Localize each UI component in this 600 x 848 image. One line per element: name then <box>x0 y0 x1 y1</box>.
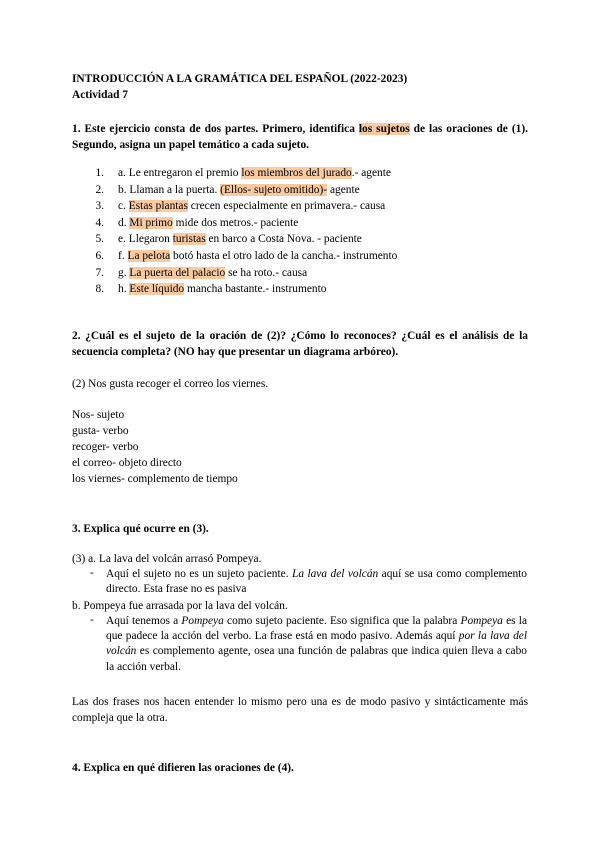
list-text: e. Llegaron turistas en barco a Costa Nova. - paciente <box>118 233 362 246</box>
highlight: La pelota <box>127 249 171 262</box>
list-number: 8. <box>95 283 104 296</box>
list-item <box>88 165 508 182</box>
highlight: (Ellos- sujeto omitido)- <box>220 183 328 196</box>
list-text: g. La puerta del palacio se ha roto.- causa <box>118 266 308 279</box>
analysis-line: el correo- objeto directo <box>72 457 182 469</box>
analysis-line: Nos- sujeto <box>72 409 125 421</box>
explanation-3a: Aquí el sujeto no es un sujeto paciente. La lava del volcán aquí se usa como complemento directo. Esta frase no es pasiva <box>106 568 527 596</box>
highlight: los sujetos <box>358 123 410 135</box>
list-number: 3. <box>95 200 104 213</box>
list-text: f. La pelota botó hasta el otro lado de la cancha.- instrumento <box>118 249 398 262</box>
question-2-heading: 2. ¿Cuál es el sujeto de la oración de (2)? ¿Cómo lo reconoces? ¿Cuál es el análisis de la secuencia completa? (NO hay que presentar un diagrama arbóreo). <box>72 330 528 358</box>
document-title <box>72 71 528 103</box>
course-title: INTRODUCCIÓN A LA GRAMÁTICA DEL ESPAÑOL (2022-2023) <box>72 73 408 85</box>
list-text: h. Este líquido mancha bastante.- instrumento <box>118 283 327 296</box>
analysis-line: gusta- verbo <box>72 425 129 437</box>
list-item <box>88 248 508 265</box>
list-text: a. Le entregaron el premio los miembros del jurado.- agente <box>118 167 391 179</box>
highlight: La puerta del palacio <box>129 266 226 279</box>
question-3-heading: 3. Explica qué ocurre en (3). <box>72 523 209 535</box>
highlight: Este líquido <box>129 283 185 296</box>
list-number: 5. <box>95 233 104 246</box>
highlight: turistas <box>172 233 206 246</box>
list-number: 1. <box>95 167 104 179</box>
list-text: d. Mi primo mide dos metros.- paciente <box>118 216 299 229</box>
bullet-dash: - <box>90 567 94 579</box>
list-item <box>88 198 508 215</box>
list-text: b. Llaman a la puerta. (Ellos- sujeto omitido)- agente <box>118 183 360 196</box>
conclusion-paragraph: Las dos frases nos hacen entender lo mismo pero una es de modo pasivo y sintácticamente más compleja que la otra. <box>72 696 528 724</box>
analysis-list <box>72 407 528 487</box>
list-item <box>88 281 508 298</box>
list-number: 6. <box>95 249 104 262</box>
highlight: los miembros del jurado <box>241 167 352 179</box>
question-4-heading: 4. Explica en qué difieren las oraciones de (4). <box>72 762 294 774</box>
list-item <box>88 182 508 199</box>
explanation-3b: Aquí tenemos a Pompeya como sujeto paciente. Eso significa que la palabra Pompeya es la que padece la acción del verbo. La frase está en modo pasivo. Además aquí por la lava del volcán es complemento agente, osea una función de palabras que indica quien lleva a cabo la acción verbal. <box>106 615 527 673</box>
list-text: c. Estas plantas crecen especialmente en primavera.- causa <box>118 200 386 213</box>
sentence-list <box>88 165 508 298</box>
list-number: 2. <box>95 183 104 196</box>
list-item <box>88 215 508 232</box>
question-2-sentence: (2) Nos gusta recoger el correo los viernes. <box>72 378 269 390</box>
list-item <box>88 231 508 248</box>
highlight: Mi primo <box>129 216 173 229</box>
analysis-line: los viernes- complemento de tiempo <box>72 473 238 485</box>
bullet-dash: - <box>90 614 94 626</box>
activity-title: Actividad 7 <box>72 89 129 101</box>
sentence-3b: b. Pompeya fue arrasada por la lava del volcán. <box>72 600 288 612</box>
sentence-3a: (3) a. La lava del volcán arrasó Pompeya. <box>72 553 262 565</box>
highlight: Estas plantas <box>128 200 188 213</box>
list-number: 4. <box>95 216 104 229</box>
list-item <box>88 265 508 282</box>
list-number: 7. <box>95 266 104 279</box>
analysis-line: recoger- verbo <box>72 441 139 453</box>
question-1-heading: 1. Este ejercicio consta de dos partes. Primero, identifica los sujetos de las oraciones de (1). Segundo, asigna un papel temático a cada sujeto. <box>72 123 528 151</box>
